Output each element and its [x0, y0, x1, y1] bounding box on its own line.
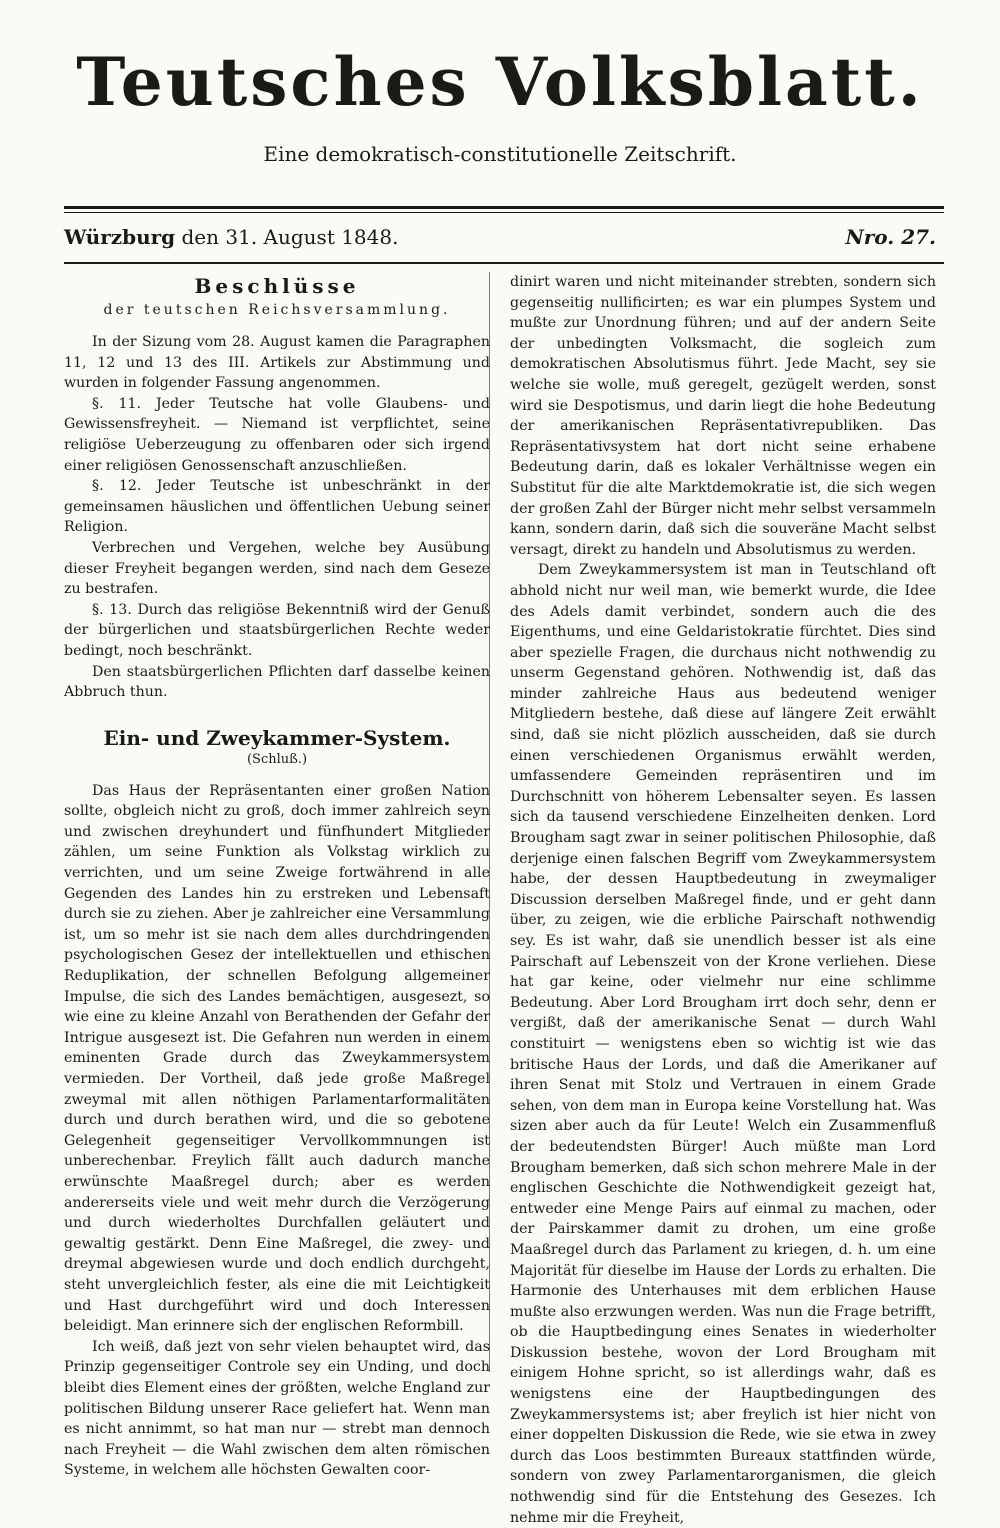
paragraph: §. 13. Durch das religiöse Bekenntniß wird der Genuß der bürgerlichen und staatsbürgerlichen Rechte weder bedingt, noch beschränkt. — [64, 601, 490, 659]
dateline-rule — [64, 262, 944, 264]
paragraph: §. 11. Jeder Teutsche hat volle Glaubens- und Gewissensfreyheit. — Niemand ist verpflichtet, seine religiöse Ueberzeugung zu offenbaren oder sich irgend einer religiösen Genossenschaft anzuschließen. — [64, 395, 490, 474]
dateline-place: Würzburg — [64, 225, 176, 249]
paragraph: Den staatsbürgerlichen Pflichten darf dasselbe keinen Abbruch thun. — [64, 663, 490, 701]
paragraph: Dem Zweykammersystem ist man in Teutschland oft abhold nicht nur weil man, wie bemerkt wurde, die Idee des Adels damit verbindet, sondern auch die des Eigenthums, und eine Geldaristokratie fürchtet. Dies sind aber spezielle Fragen, die durchaus nicht nothwendig zu unserm Gegenstand gehören. Nothwendig ist, daß das minder zahlreiche Haus aus bedeutend weniger Mitgliedern bestehe, daß diese auf längere Zeit erwählt sind, daß sie nicht plözlich ausscheiden, daß sie durch einen verschiedenen Organismus erwählt werden, umfassendere Gemeinden repräsentiren und im Durchschnitt von höherem Lebensalter seyen. Es lassen sich da tausend verschiedene Einzelheiten denken. Lord Brougham sagt zwar in seiner politischen Philosophie, daß derjenige einen falschen Begriff vom Zweykammersystem habe, der dessen Hauptbedeutung in zweymaliger Discussion derselben Maßregel finde, und er geht dann über, zu zeigen, wie die erbliche Pairschaft nothwendig sey. Es ist wahr, daß sie unendlich besser ist als eine Pairschaft auf Lebenszeit von der Krone verliehen. Diese hat gar keine, oder vielmehr nur eine schlimme Bedeutung. Aber Lord Brougham irrt doch sehr, denn er vergißt, daß der amerikanische Senat — durch Wahl constituirt — wenigstens eben so wichtig ist wie das britische Haus der Lords, und daß die Amerikaner auf ihren Senat mit Stolz und Vertrauen in einem Grade sehen, von dem man in Europa keine Vorstellung hat. Was sizen aber auch da für Leute! Welch ein Zusammenfluß der bedeutendsten Bürger! Auch müßte man Lord Brougham bemerken, daß sich schon mehrere Male in der englischen Geschichte die Nothwendigkeit gezeigt hat, entweder eine Menge Pairs auf einmal zu machen, oder der Pairskammer damit zu drohen, um eine große Maaßregel durch das Parlament zu kriegen, d. h. um eine Majorität für dieselbe im Hause der Lords zu erhalten. Die Harmonie des Unterhauses mit dem erblichen Hause mußte also erzwungen werden. Was nun die Frage betrifft, ob die Hauptbedingung eines Senates in wiederholter Diskussion bestehe, wovon der Lord Brougham mit einigem Hohne spricht, so ist allerdings wahr, daß es wenigstens eine der Hauptbedingungen des Zweykammersystems ist; aber freylich ist hier nicht von einer doppelten Diskussion die Rede, wie sie etwa in zwey durch das Loos bestimmten Bureaux stattfinden würde, sondern von zwey Parlamentarorganismen, die gleich nothwendig sind für die Entstehung des Gesezes. Ich nehme mir die Freyheit, — [510, 562, 936, 1526]
left-column — [64, 272, 490, 1481]
dateline — [64, 222, 936, 252]
dateline-date: den 31. August 1848. — [181, 225, 399, 249]
right-column — [510, 272, 936, 1528]
section-note-schluss: (Schluß.) — [246, 751, 308, 767]
paragraph: §. 12. Jeder Teutsche ist unbeschränkt in der gemeinsamen häuslichen und öffentlichen Uebung seiner Religion. — [64, 478, 490, 536]
issue-number: Nro. 27. — [845, 225, 936, 249]
section-title-beschluesse: Beschlüsse — [194, 274, 360, 298]
paragraph: Verbrechen und Vergehen, welche bey Ausübung dieser Freyheit begangen werden, sind nach dem Geseze zu bestrafen. — [64, 539, 490, 598]
section-subtitle-reichsversammlung: der teutschen Reichsversammlung. — [103, 302, 451, 318]
masthead-title: Teutsches Volksblatt. — [76, 43, 924, 121]
paragraph: Das Haus der Repräsentanten einer großen Nation sollte, obgleich nicht zu groß, doch immer zahlreich seyn und zwischen dreyhundert und fünfhundert Mitglieder zählen, um seine Funktion als Volkstag wirklich zu verrichten, und um seine Zweige fortwährend in alle Gegenden des Landes hin zu erstreken und Lebensaft durch sie zu ziehen. Aber je zahlreicher eine Versammlung ist, um so mehr ist sie nach dem alles durchdringenden psychologischen Gesez der intellektuellen und ethischen Reduplikation, der schnellen Befolgung allgemeiner Impulse, die sich des Landes bemächtigen, ausgesezt, so wie eine zu kleine Anzahl von Berathenden der Gefahr der Intrigue ausgesezt ist. Die Gefahren nun werden in einem eminenten Grade durch das Zweykammersystem vermieden. Der Vortheil, daß jede große Maßregel zweymal mit allen nöthigen Parlamentarformalitäten durch und durch berathen wird, und die so gebotene Gelegenheit gegenseitiger Vervollkommnungen ist unberechenbar. Freylich fällt auch dadurch manche erwünschte Maaßregel durch; aber es werden andererseits viele und weit mehr durch die Verzögerung und durch wiederholtes Durchfallen geläutert und gewaltig gestärkt. Denn Eine Maßregel, die zwey- und dreymal abgewiesen wurde und doch endlich durchgeht, steht unvergleichlich fester, als eine die mit Leichtigkeit und Hast durchgeführt wird und doch Interessen beleidigt. Man erinnere sich der englischen Reformbill. — [64, 782, 490, 1335]
paragraph: dinirt waren und nicht miteinander strebten, sondern sich gegenseitig nullificirten; es war ein plumpes System und mußte zur Unordnung führen; und auf der andern Seite der unbedingten Volksmacht, die sogleich zum demokratischen Absolutismus führt. Jede Macht, sey sie welche sie wolle, muß geregelt, gezügelt werden, sonst wird sie Despotismus, und darin liegt die hohe Bedeutung der amerikanischen Repräsentativrepubliken. Das Repräsentativsystem hat dort nicht seine erhabene Bedeutung darin, daß es lokaler Verhältnisse wegen ein Substitut für die alte Marktdemokratie ist, die sich wegen der großen Zahl der Bürger nicht mehr selbst versammeln kann, sondern darin, daß sich die souveräne Macht selbst versagt, direkt zu handeln und Absolutismus zu werden. — [510, 274, 936, 558]
masthead-rule-thin — [64, 212, 944, 213]
masthead-rule-thick — [64, 206, 944, 209]
paragraph: Ich weiß, daß jezt von sehr vielen behauptet wird, das Prinzip gegenseitiger Controle sey ein Unding, und doch bleibt dies Element eines der größten, welche England zur politischen Bildung unserer Race geliefert hat. Wenn man es nicht annimmt, so hat man nur — strebt man dennoch nach Freyheit — die Wahl zwischen dem alten römischen Systeme, in welchem alle höchsten Gewalten coor- — [64, 1338, 490, 1479]
masthead-subtitle: Eine demokratisch-constitutionelle Zeitschrift. — [263, 142, 737, 166]
paragraph: In der Sizung vom 28. August kamen die Paragraphen 11, 12 und 13 des III. Artikels zur Abstimmung und wurden in folgender Fassung angenommen. — [64, 334, 490, 392]
section-title-zweykammer: Ein- und Zweykammer-System. — [103, 725, 451, 750]
